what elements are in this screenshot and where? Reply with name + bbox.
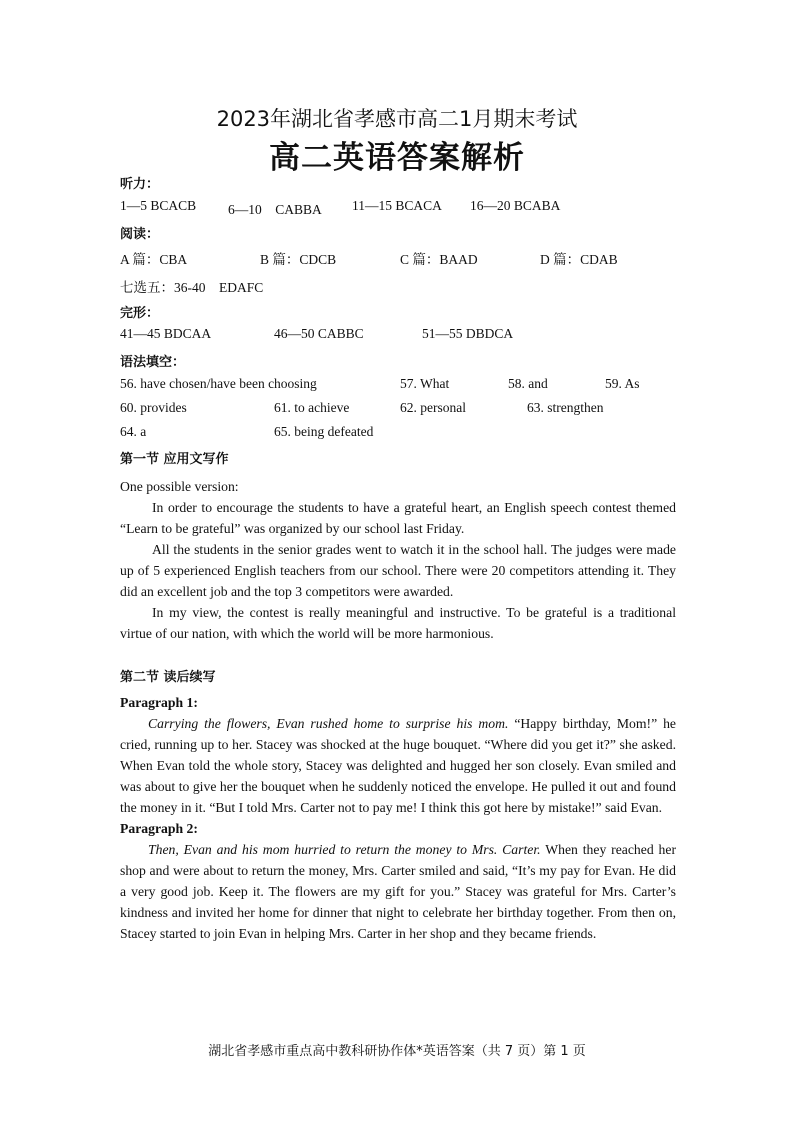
grammar-answer: 60. provides [120,400,187,415]
reading-answer-group: C 篇：BAAD [400,252,478,267]
cloze-answer-group: 41—45 BDCAA [120,326,212,341]
paragraph1-label: Paragraph 1: [120,695,198,710]
seven-choose-five-answers: 七选五：36-40 EDAFC [120,280,264,295]
grammar-answer: 63. strengthen [527,400,604,415]
reading-answer-group: B 篇：CDCB [260,252,337,267]
paragraph2-label: Paragraph 2: [120,821,198,836]
grammar-heading: 语法填空： [120,355,186,370]
grammar-answer: 65. being defeated [274,424,374,439]
essay-paragraph: In my view, the contest is really meaningful and instructive. To be grateful is a traditional virtue of our nation, with which the world will be more harmonious. [120,605,676,641]
reading-heading: 阅读： [120,227,160,242]
essay-paragraph: In order to encourage the students to have a grateful heart, an English speech contest themed “Learn to be grateful” was organized by our school last Friday. [120,500,676,536]
reading-answer-group: D 篇：CDAB [540,252,618,267]
grammar-answer: 57. What [400,376,450,391]
document-title: 2023年湖北省孝感市高二1月期末考试 [216,107,578,131]
listening-answer-group: 16—20 BCABA [470,198,561,213]
grammar-answer: 56. have chosen/have been choosing [120,376,317,391]
cloze-answer-group: 51—55 DBDCA [422,326,514,341]
section2-continuation [120,692,676,944]
paragraph1-text: Carrying the flowers, Evan rushed home to surprise his mom. “Happy birthday, Mom!” he cried, running up to her. Stacey was shocked at the huge bouquet. “Where did you get it?” she asked. When Evan told the whole story, Stacey was delighted and hugged her son closely. Evan smiled and was about to give her the bouquet when he suddenly noticed the envelope. He pulled it out and found the money in it. “But I told Mrs. Carter not to pay me! I think this got here by mistake!” said Evan. [120,716,676,815]
essay-intro: One possible version: [120,479,239,494]
grammar-answer: 62. personal [400,400,466,415]
essay-paragraph: All the students in the senior grades went to watch it in the school hall. The judges were made up of 5 experienced English teachers from our school. There were 20 competitors attending it. They did an excellent job and the top 3 competitors were awarded. [120,542,676,599]
listening-answer-group: 1—5 BCACB [120,198,197,213]
cloze-answer-group: 46—50 CABBC [274,326,364,341]
section2-heading: 第二节 读后续写 [120,670,216,685]
grammar-answer: 64. a [120,424,147,439]
section1-essay [120,476,676,644]
listening-answer-group: 11—15 BCACA [352,198,442,213]
cloze-heading: 完形： [120,306,160,321]
document-subtitle: 高二英语答案解析 [269,140,525,176]
page-footer: 湖北省孝感市重点高中教科研协作体*英语答案（共 7 页）第 1 页 [208,1044,586,1059]
grammar-answer: 59. As [605,376,640,391]
reading-answer-group: A 篇：CBA [120,252,188,267]
listening-heading: 听力： [120,177,160,192]
listening-answer-group: 6—10 CABBA [228,202,322,217]
grammar-answer: 61. to achieve [274,400,350,415]
section1-heading: 第一节 应用文写作 [120,452,229,467]
grammar-answer: 58. and [508,376,548,391]
paragraph2-text: Then, Evan and his mom hurried to return the money to Mrs. Carter. When they reached her shop and were about to return the money, Mrs. Carter smiled and said, “It’s my pay for Evan. He did a very good job. Keep it. The flowers are my gift for you.” Stacey was grateful for Mrs. Carter’s kindness and invited her home for dinner that night to celebrate her birthday together. From then on, Stacey started to join Evan in helping Mrs. Carter in her shop and they became friends. [120,842,676,941]
